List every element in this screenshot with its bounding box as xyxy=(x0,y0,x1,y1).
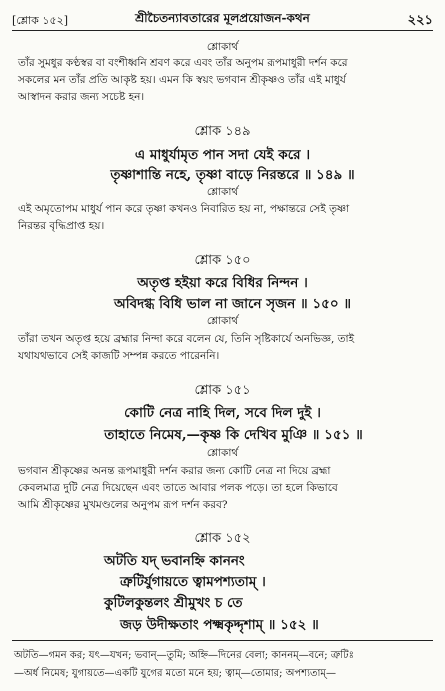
header-chapter-title: শ্রীচৈতন্যাবতারের মূলপ্রয়োজন-কথন xyxy=(135,11,310,25)
translation-line: সকলের মন তাঁর প্রতি আকৃষ্ট হয়। এমন কি স্বয়ং ভগবান শ্রীকৃষ্ণও তাঁর এই মাধুর্য xyxy=(18,74,346,86)
translation-label: শ্লোকার্থ xyxy=(206,41,239,53)
footnote-divider xyxy=(12,640,433,641)
translation-line: আস্বাদন করার জন্য সচেষ্ট হন। xyxy=(18,91,145,103)
sanskrit-verse-line: ত্রুটির্যুগায়তে ত্বামপশ্যতাম্ । xyxy=(120,574,266,590)
verse-heading: শ্লোক ১৪৯ xyxy=(194,124,251,139)
translation-label: শ্লোকার্থ xyxy=(206,186,239,198)
running-header xyxy=(12,10,433,31)
translation-line: তাঁরা তখন অতৃপ্ত হয়ে ব্রহ্মার নিন্দা করে বলেন যে, তিনি সৃষ্টিকার্যে অনভিজ্ঞ, তাই xyxy=(18,333,355,345)
verse-line: এ মাধুর্যামৃত পান সদা যেই করে । xyxy=(134,147,311,163)
word-meaning-line: —অর্ধ নিমেষ; যুগায়তে—একটি যুগের মতো মনে হয়; ত্বাম্—তোমার; অপশ্যতাম্— xyxy=(14,668,336,679)
sanskrit-verse-line: অটতি যদ্ ভবানহ্নি কাননং xyxy=(104,553,245,569)
page-number: ২২১ xyxy=(407,13,433,28)
verse-heading: শ্লোক ১৫১ xyxy=(194,383,251,398)
translation-line: আমি শ্রীকৃষ্ণের মুখমণ্ডলের অনুপম রূপ দর্শন করব? xyxy=(18,499,228,511)
translation-label: শ্লোকার্থ xyxy=(206,447,239,459)
sanskrit-verse-line: জড় উদীক্ষতাং পক্ষ্মকৃদ্দৃশাম্ ॥ ১৫২ ॥ xyxy=(120,617,319,633)
translation-line: ভগবান শ্রীকৃষ্ণের অনন্ত রূপমাধুরী দর্শন করার জন্য কোটি নেত্র না দিয়ে ব্রহ্মা xyxy=(18,465,331,477)
translation-line: কেবলমাত্র দুটি নেত্র দিয়েছেন এবং তাতে আবার পলক পড়ে। তা হলে কিভাবে xyxy=(18,482,338,494)
translation-line: তাঁর সুমধুর কণ্ঠস্বর বা বংশীধ্বনি শ্রবণ করে এবং তাঁর অনুপম রূপমাধুরী দর্শন করে xyxy=(18,57,348,69)
verse-line: তাহাতে নিমেষ,—কৃষ্ণ কি দেখিব মুঞি ॥ ১৫১ ॥ xyxy=(104,427,363,443)
word-meaning-line: অটতি—গমন কর; যৎ—যখন; ভবান্—তুমি; অহ্নি—দিনের বেলা; কাননম্—বনে; ত্রুটিঃ xyxy=(14,650,354,661)
sanskrit-verse-line: কুটিলকুন্তলং শ্রীমুখং চ তে xyxy=(104,595,243,611)
verse-line: অতৃপ্ত হইয়া করে বিধির নিন্দন । xyxy=(137,275,308,291)
verse-line: অবিদগ্ধ বিধি ভাল না জানে সৃজন ॥ ১৫০ ॥ xyxy=(114,296,351,312)
translation-line: যথাযথভাবে সেই কাজটি সম্পন্ন করতে পারেননি। xyxy=(18,350,220,362)
verse-heading: শ্লোক ১৫০ xyxy=(194,253,251,268)
verse-heading: শ্লোক ১৫২ xyxy=(194,531,251,546)
header-verse-ref: [শ্লোক ১৫২] xyxy=(12,14,69,27)
translation-line: এই অমৃতোপম মাধুর্য পান করে তৃষ্ণা কখনও নিবারিত হয় না, পক্ষান্তরে সেই তৃষ্ণা xyxy=(18,203,350,215)
translation-line: নিরন্তর বৃদ্ধিপ্রাপ্ত হয়। xyxy=(18,220,105,232)
verse-line: তৃষ্ণাশান্তি নহে, তৃষ্ণা বাড়ে নিরন্তরে ॥ ১৪৯ ॥ xyxy=(110,167,355,183)
translation-label: শ্লোকার্থ xyxy=(206,315,239,327)
verse-line: কোটি নেত্র নাহি দিল, সবে দিল দুই । xyxy=(124,405,321,421)
